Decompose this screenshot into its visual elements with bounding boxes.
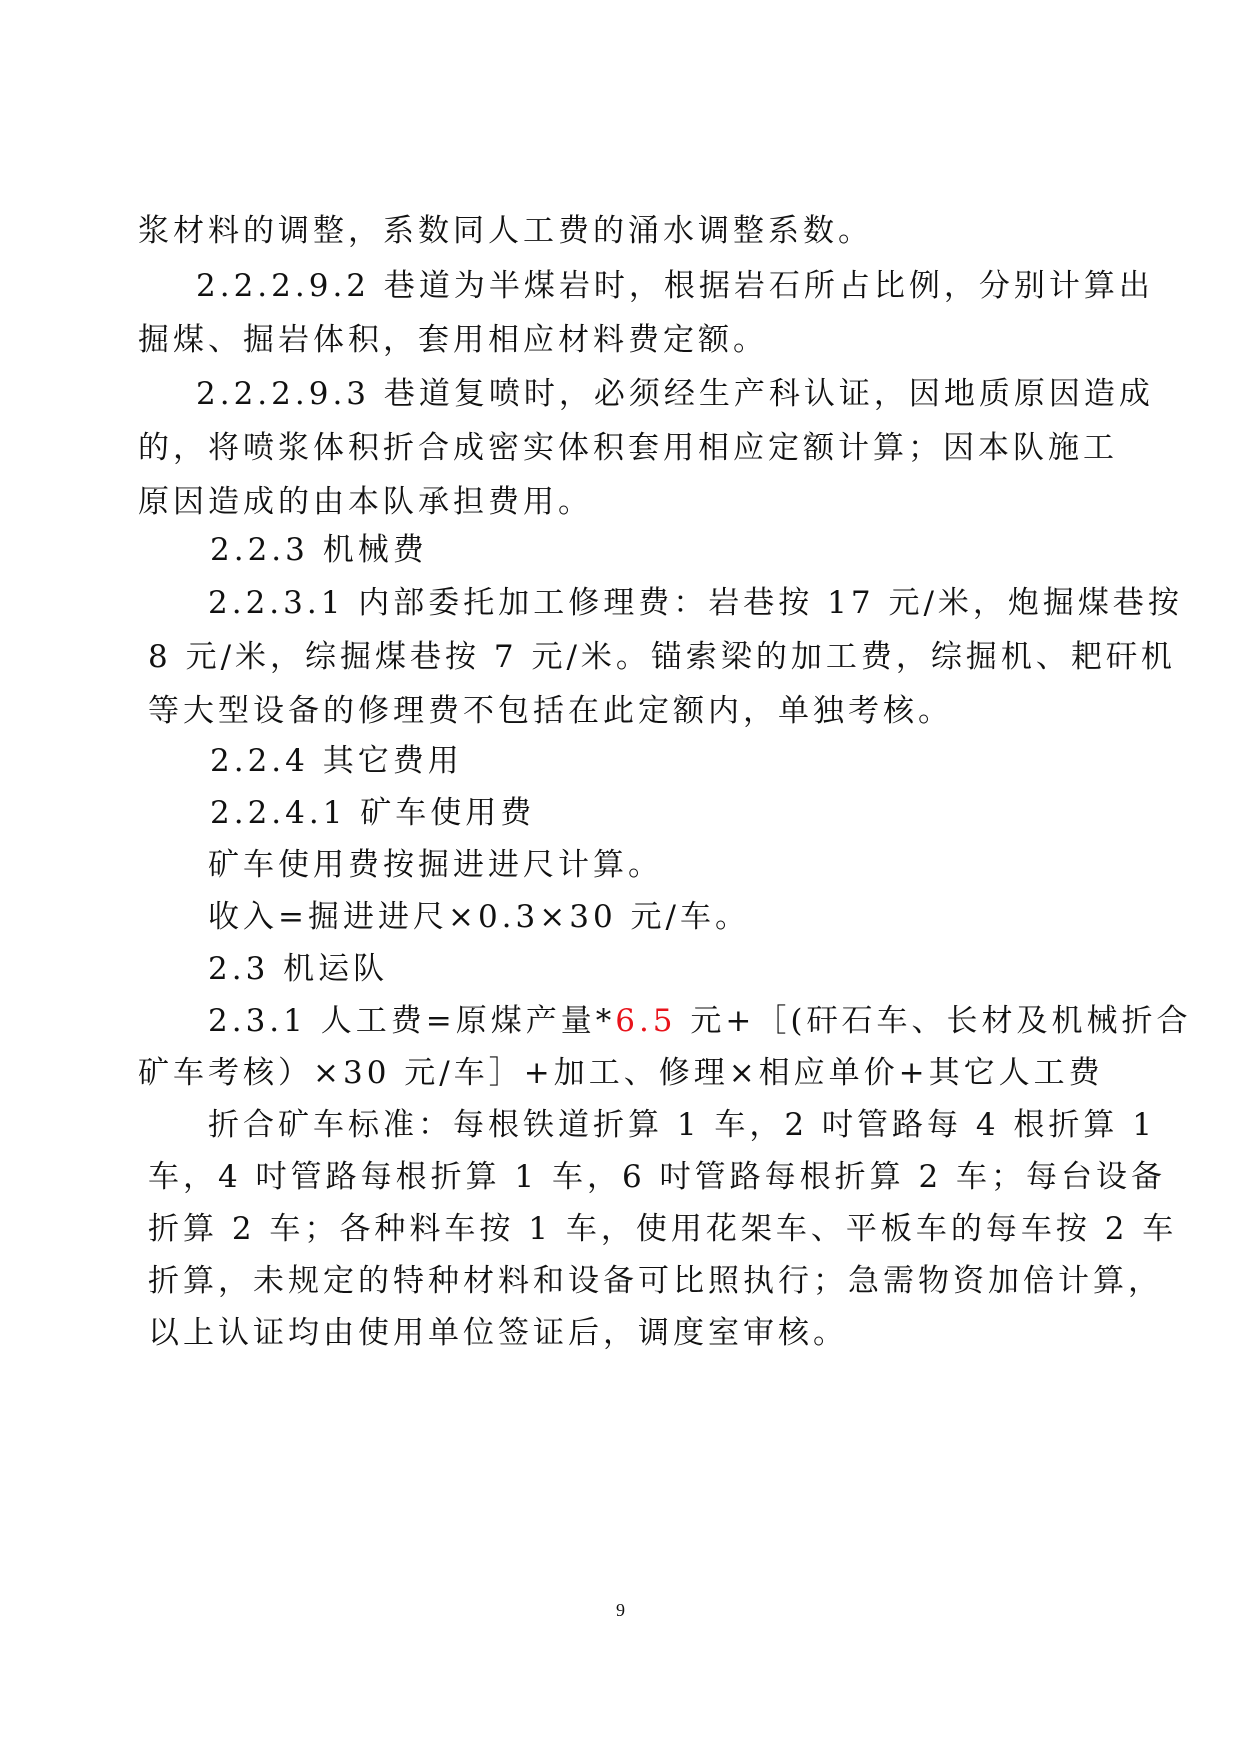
- heading-2-2-4-1: 2.2.4.1 矿车使用费: [210, 795, 536, 831]
- section-2-2-2-9-3-line-3: 原因造成的由本队承担费用。: [138, 484, 593, 520]
- heading-2-3: 2.3 机运队: [208, 951, 389, 987]
- standard-line-3: 折算 2 车；各种料车按 1 车，使用花架车、平板车的每车按 2 车: [148, 1211, 1178, 1247]
- section-2-2-2-9-3-line-2: 的，将喷浆体积折合成密实体积套用相应定额计算；因本队施工: [138, 430, 1118, 466]
- paragraph-line-1: 浆材料的调整，系数同人工费的涌水调整系数。: [138, 213, 873, 249]
- formula-after: 元+［(矸石车、长材及机械折合: [676, 1003, 1192, 1039]
- standard-line-5: 以上认证均由使用单位签证后，调度室审核。: [148, 1315, 848, 1351]
- section-2-2-3-1-line-3: 等大型设备的修理费不包括在此定额内，单独考核。: [148, 693, 953, 729]
- standard-line-1: 折合矿车标准：每根铁道折算 1 车，2 吋管路每 4 根折算 1: [208, 1107, 1157, 1143]
- section-2-3-1-line-1: [208, 1001, 1191, 1041]
- heading-2-2-4: 2.2.4 其它费用: [210, 743, 463, 779]
- section-2-2-2-9-2-line-1: 2.2.2.9.2 巷道为半煤岩时，根据岩石所占比例，分别计算出: [196, 268, 1154, 304]
- section-2-2-2-9-2-line-2: 掘煤、掘岩体积，套用相应材料费定额。: [138, 322, 768, 358]
- section-2-2-3-1-line-2: 8 元/米，综掘煤巷按 7 元/米。锚索梁的加工费，综掘机、耙矸机: [148, 639, 1176, 675]
- section-2-2-3-1-line-1: 2.2.3.1 内部委托加工修理费：岩巷按 17 元/米，炮掘煤巷按: [208, 585, 1183, 621]
- formula-before: 2.3.1 人工费=原煤产量*: [208, 1003, 616, 1039]
- formula-highlight-value: 6.5: [615, 1003, 677, 1039]
- heading-2-2-3: 2.2.3 机械费: [210, 532, 428, 568]
- section-2-2-2-9-3-line-1: 2.2.2.9.3 巷道复喷时，必须经生产科认证，因地质原因造成: [196, 376, 1154, 412]
- page-number: 9: [616, 1600, 625, 1620]
- paragraph-mine-car-fee: 矿车使用费按掘进进尺计算。: [208, 847, 663, 883]
- standard-line-2: 车，4 吋管路每根折算 1 车，6 吋管路每根折算 2 车；每台设备: [148, 1159, 1167, 1195]
- paragraph-income-formula: 收入=掘进进尺×0.3×30 元/车。: [208, 899, 750, 935]
- section-2-3-1-line-2: 矿车考核）×30 元/车］+加工、修理×相应单价+其它人工费: [138, 1055, 1104, 1091]
- standard-line-4: 折算，未规定的特种材料和设备可比照执行；急需物资加倍计算，: [148, 1263, 1163, 1299]
